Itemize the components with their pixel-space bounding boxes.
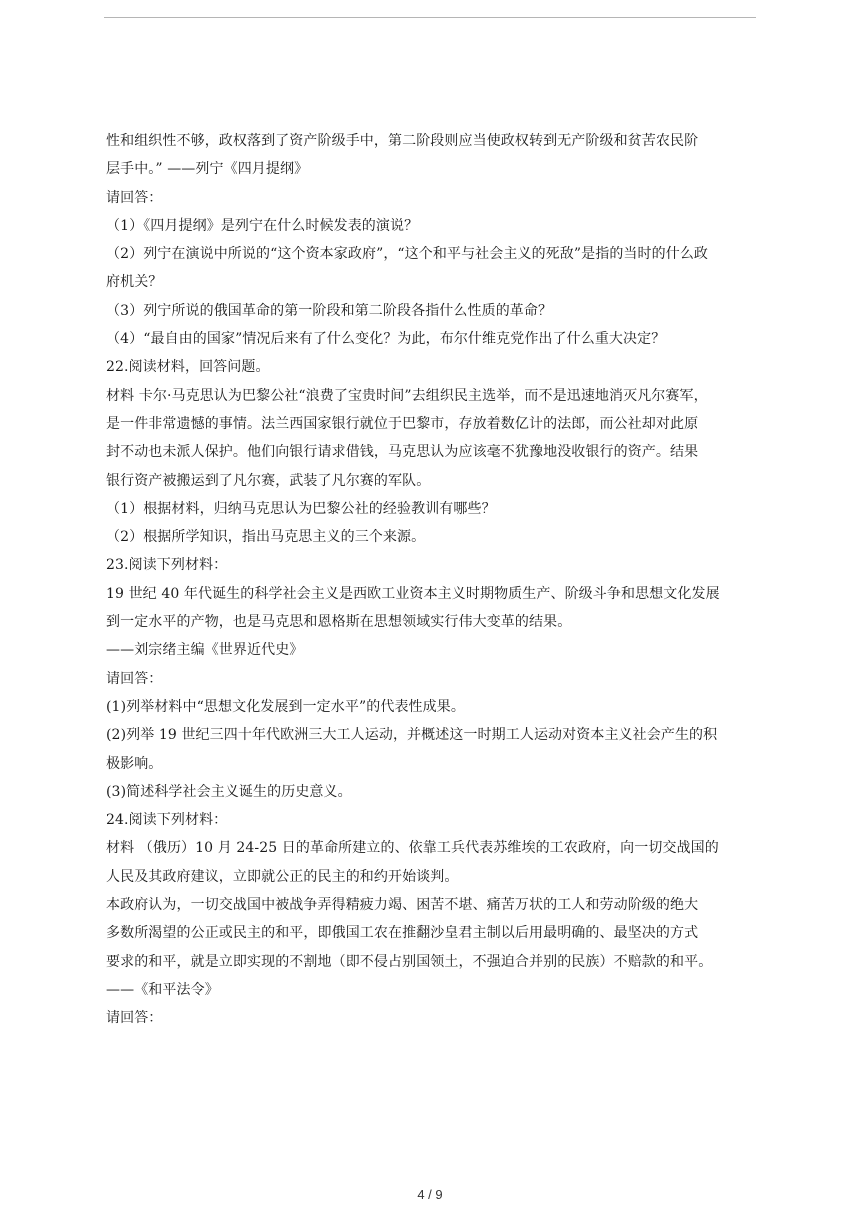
text-line: 封不动也未派人保护。他们向银行请求借钱，马克思认为应该毫不犹豫地没收银行的资产。结果 [106, 444, 699, 461]
text-line: 性和组织性不够，政权落到了资产阶级手中，第二阶段则应当使政权转到无产阶级和贫苦农民阶 [106, 133, 699, 149]
text-line: 银行资产被搬运到了凡尔赛，武装了凡尔赛的军队。 [106, 472, 431, 489]
text-line: 多数所渴望的公正或民主的和平，即俄国工农在推翻沙皇君主制以后用最明确的、最坚决的方式 [106, 925, 699, 942]
text-line: （2）列宁在演说中所说的“这个资本家政府”，“这个和平与社会主义的死敌”是指的当时的什么政 [106, 246, 709, 263]
question-heading: 24.阅读下列材料： [106, 812, 228, 829]
text-line: 材料 （俄历）10 月 24-25 日的革命所建立的、依靠工兵代表苏维埃的工农政府，向一切交战国的 [106, 840, 719, 857]
text-line: 请回答： [106, 1010, 163, 1027]
text-line: (1)列举材料中“思想文化发展到一定水平”的代表性成果。 [106, 698, 465, 715]
text-line: 材料 卡尔·马克思认为巴黎公社“浪费了宝贵时间”去组织民主选举，而不是迅速地消灭凡尔赛军， [106, 387, 708, 404]
text-line: 本政府认为，一切交战国中被战争弄得精疲力竭、困苦不堪、痛苦万状的工人和劳动阶级的绝大 [106, 897, 699, 914]
text-line: ——刘宗绪主编《世界近代史》 [106, 642, 304, 659]
question-heading: 23.阅读下列材料： [106, 557, 228, 574]
text-line: （3）列宁所说的俄国革命的第一阶段和第二阶段各指什么性质的革命？ [106, 302, 553, 319]
text-line: 19 世纪 40 年代诞生的科学社会主义是西欧工业资本主义时期物质生产、阶级斗争和思想文化发展 [106, 585, 720, 602]
text-line: (3)简述科学社会主义诞生的历史意义。 [106, 783, 352, 800]
text-line: 到一定水平的产物，也是马克思和恩格斯在思想领域实行伟大变革的结果。 [106, 614, 572, 631]
text-line: 极影响。 [106, 755, 163, 772]
text-line: （1）《四月提纲》是列宁在什么时候发表的演说？ [106, 217, 419, 234]
text-line: 人民及其政府建议，立即就公正的民主的和约开始谈判。 [106, 868, 459, 885]
text-line: 层手中。” ——列宁《四月提纲》 [106, 161, 309, 178]
question-heading: 22.阅读材料，回答问题。 [106, 359, 270, 376]
document-body [106, 127, 766, 1033]
text-line: ——《和平法令》 [106, 981, 219, 998]
text-line: 府机关？ [106, 274, 163, 291]
page-number: 4 / 9 [417, 1187, 443, 1202]
text-line: 请回答： [106, 670, 163, 687]
text-line: 要求的和平，就是立即实现的不割地（即不侵占别国领土，不强迫合并别的民族）不赔款的和平。 [106, 953, 713, 970]
text-line: （1）根据材料，归纳马克思认为巴黎公社的经验教训有哪些？ [106, 500, 496, 517]
text-line: 请回答： [106, 189, 163, 206]
text-line: （4）“最自由的国家”情况后来有了什么变化？为此，布尔什维克党作出了什么重大决定？ [106, 331, 666, 348]
header-rule [104, 17, 756, 18]
text-line: （2）根据所学知识，指出马克思主义的三个来源。 [106, 529, 426, 546]
text-line: (2)列举 19 世纪三四十年代欧洲三大工人运动，并概述这一时期工人运动对资本主义社会产生的积 [106, 727, 718, 744]
text-line: 是一件非常遗憾的事情。法兰西国家银行就位于巴黎市，存放着数亿计的法郎，而公社却对此原 [106, 415, 699, 432]
